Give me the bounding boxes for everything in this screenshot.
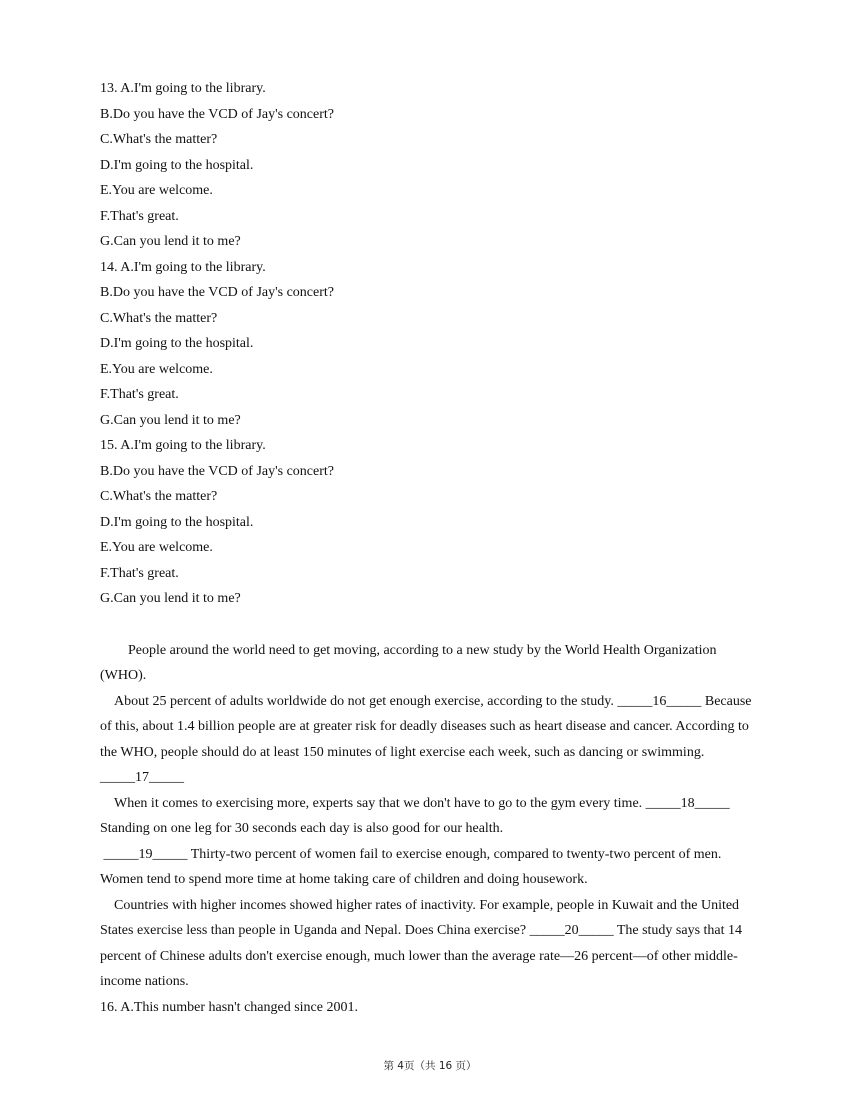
reading-passage bbox=[100, 638, 760, 1021]
option-d: D.I'm going to the hospital. bbox=[100, 336, 254, 351]
option-c: C.What's the matter? bbox=[100, 310, 218, 326]
option-g: G.Can you lend it to me? bbox=[100, 412, 241, 428]
passage-paragraph: About 25 percent of adults worldwide do not get enough exercise, according to the study. _____16_____ Because of this, about 1.4 billion people are at greater risk for deadly diseases such as heart disease and cancer. According to the WHO, people should do at least 150 minutes of light exercise each week, such as dancing or swimming. _____17_____ bbox=[100, 693, 752, 785]
option-f: F.That's great. bbox=[100, 208, 179, 224]
option-e: E.You are welcome. bbox=[100, 540, 213, 555]
passage-paragraph: Countries with higher incomes showed higher rates of inactivity. For example, people in Kuwait and the United States exercise less than people in Uganda and Nepal. Does China exercise? _____20_____ The study says that 14 percent of Chinese adults don't exercise enough, much lower than the average rate—26 percent—of other middle-income nations. bbox=[100, 897, 743, 989]
option-a: 15. A.I'm going to the library. bbox=[100, 438, 266, 453]
document-page bbox=[100, 76, 760, 1020]
option-c: C.What's the matter? bbox=[100, 489, 218, 504]
option-f: F.That's great. bbox=[100, 387, 179, 402]
option-a: 14. A.I'm going to the library. bbox=[100, 259, 266, 275]
question-13-options bbox=[100, 76, 760, 255]
option-e: E.You are welcome. bbox=[100, 361, 213, 377]
option-a: 13. A.I'm going to the library. bbox=[100, 81, 266, 96]
question-15-options bbox=[100, 433, 760, 612]
question-16-option-a: 16. A.This number hasn't changed since 2001. bbox=[100, 999, 358, 1015]
option-b: B.Do you have the VCD of Jay's concert? bbox=[100, 285, 334, 300]
option-g: G.Can you lend it to me? bbox=[100, 591, 241, 606]
question-14-options bbox=[100, 255, 760, 434]
option-g: G.Can you lend it to me? bbox=[100, 234, 241, 249]
option-d: D.I'm going to the hospital. bbox=[100, 157, 254, 173]
section-gap bbox=[100, 612, 760, 638]
option-f: F.That's great. bbox=[100, 565, 179, 581]
passage-paragraph: When it comes to exercising more, experts say that we don't have to go to the gym every time. _____18_____ Standing on one leg for 30 seconds each day is also good for our health. bbox=[100, 795, 730, 836]
passage-paragraph: _____19_____ Thirty-two percent of women fail to exercise enough, compared to twenty-two percent of men. Women tend to spend more time at home taking care of children and doing housework. bbox=[100, 846, 725, 887]
option-b: B.Do you have the VCD of Jay's concert? bbox=[100, 463, 334, 479]
passage-paragraph: People around the world need to get moving, according to a new study by the World Health Organization (WHO). bbox=[100, 642, 717, 683]
option-c: C.What's the matter? bbox=[100, 132, 218, 147]
option-d: D.I'm going to the hospital. bbox=[100, 514, 254, 530]
option-b: B.Do you have the VCD of Jay's concert? bbox=[100, 106, 334, 122]
option-e: E.You are welcome. bbox=[100, 183, 213, 198]
page-footer: 第 4页（共 16 页） bbox=[383, 1060, 477, 1072]
